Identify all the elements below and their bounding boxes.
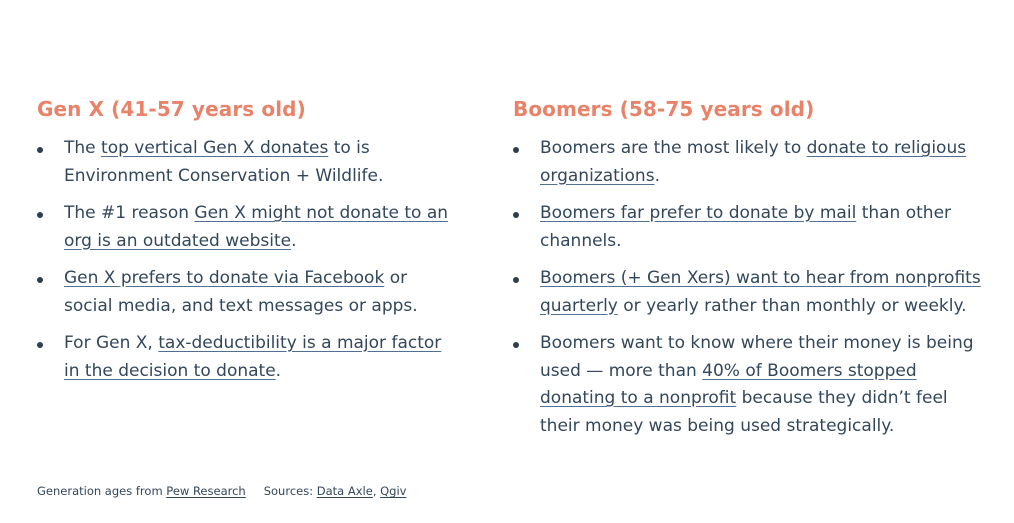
list-item: The #1 reason Gen X might not donate to an org is an outdated website. [37, 200, 454, 255]
list-item: For Gen X, tax-deductibility is a major factor in the decision to donate. [37, 330, 449, 385]
pew-research-link[interactable]: Pew Research [166, 484, 246, 498]
bullet-dot [37, 277, 43, 283]
boomers-column [513, 97, 983, 450]
stopped-donating-link[interactable]: 40% of Boomers stopped donating to a nonprofit [540, 360, 917, 408]
footer-sources: Generation ages from Pew Research Sources: Data Axle, Qgiv [37, 484, 407, 498]
gen-x-column [37, 97, 477, 395]
list-item: Boomers are the most likely to donate to religious organizations. [513, 135, 980, 190]
bullet-dot [513, 147, 519, 153]
boomers-heading: Boomers (58-75 years old) [513, 97, 815, 121]
bullet-dot [513, 277, 519, 283]
religious-organizations-link[interactable]: donate to religious organizations [540, 138, 967, 186]
list-item: Boomers far prefer to donate by mail than other channels. [513, 200, 955, 255]
top-vertical-link[interactable]: top vertical Gen X donates [101, 138, 329, 158]
gen-x-heading: Gen X (41-57 years old) [37, 97, 306, 121]
qgiv-link[interactable]: Qgiv [380, 484, 407, 498]
list-item: Gen X prefers to donate via Facebook or social media, and text messages or apps. [37, 265, 439, 320]
bullet-dot [37, 147, 43, 153]
donate-by-mail-link[interactable]: Boomers far prefer to donate by mail [540, 203, 857, 223]
list-item: Boomers (+ Gen Xers) want to hear from nonprofits quarterly or yearly rather than monthly or weekly. [513, 265, 995, 320]
bullet-dot [513, 212, 519, 218]
gen-x-list [37, 135, 477, 385]
list-item: The top vertical Gen X donates to is Environment Conservation + Wildlife. [37, 135, 404, 190]
quarterly-updates-link[interactable]: Boomers (+ Gen Xers) want to hear from nonprofits quarterly [540, 268, 981, 316]
data-axle-link[interactable]: Data Axle [316, 484, 373, 498]
outdated-website-link[interactable]: Gen X might not donate to an org is an outdated website [64, 203, 449, 251]
bullet-dot [37, 212, 43, 218]
tax-deductibility-link[interactable]: tax-deductibility is a major factor in the decision to donate [64, 333, 442, 381]
bullet-dot [513, 342, 519, 348]
facebook-donate-link[interactable]: Gen X prefers to donate via Facebook [64, 268, 385, 288]
boomers-list [513, 135, 983, 440]
list-item: Boomers want to know where their money is being used — more than 40% of Boomers stopped donating to a nonprofit because they didn’t feel their money was being used strategically. [513, 330, 980, 440]
bullet-dot [37, 342, 43, 348]
